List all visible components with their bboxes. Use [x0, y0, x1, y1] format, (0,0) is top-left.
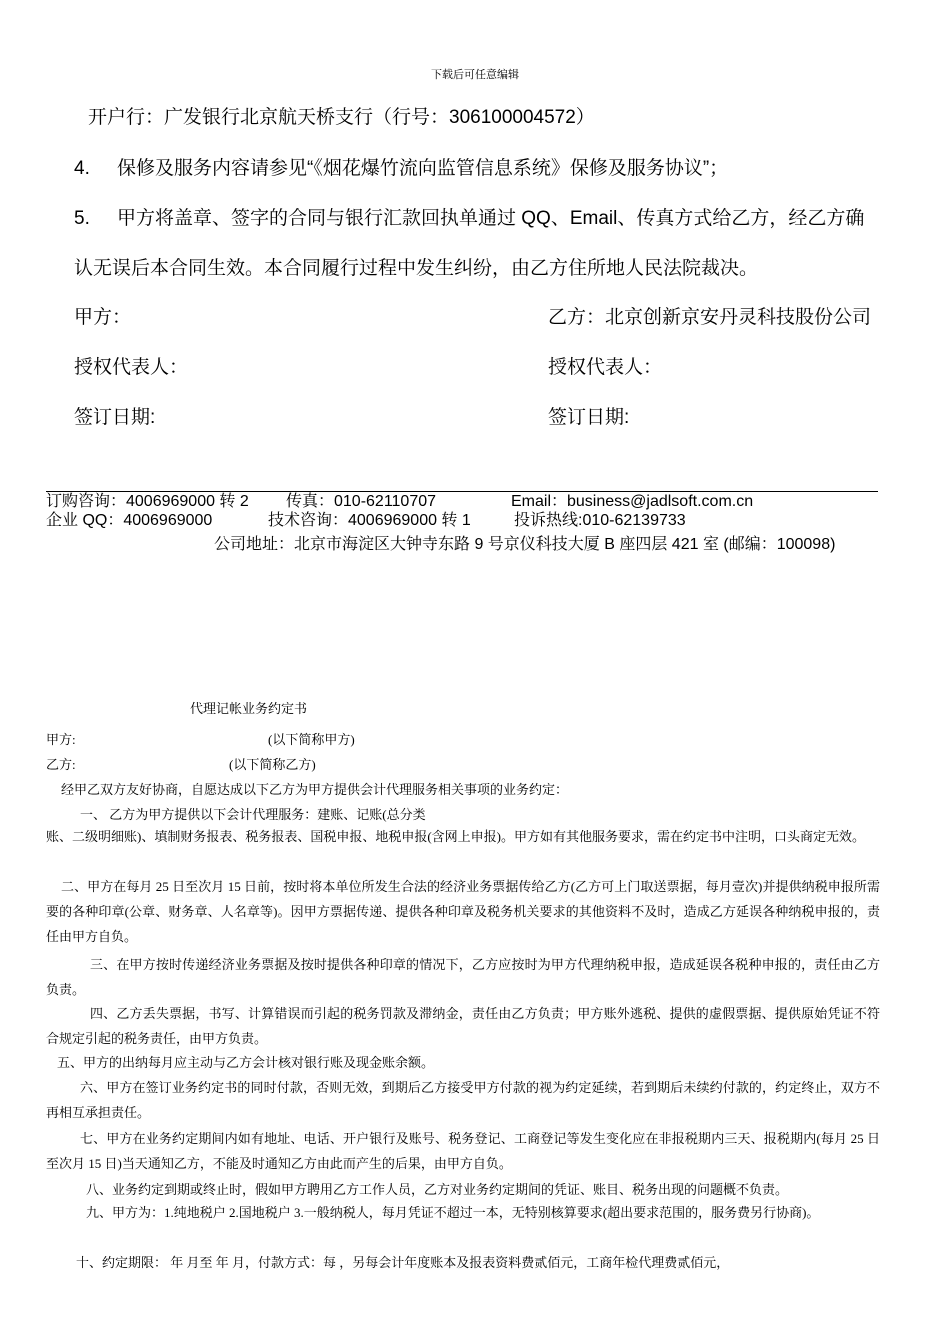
- agreement-party-b-note: (以下简称乙方): [229, 757, 316, 772]
- item-5-number: 5.: [74, 208, 90, 229]
- clause-6: 六、甲方在签订业务约定书的同时付款，否则无效，到期后乙方接受甲方付款的视为约定延续，若到期后未续约付款的，约定终止，双方不再相互承担责任。: [46, 1080, 880, 1120]
- clause-1-first-line: 一、 乙方为甲方提供以下会计代理服务：建账、记账(总分类: [80, 807, 426, 822]
- party-b-representative: 授权代表人：: [548, 357, 663, 378]
- party-b-sign-date: 签订日期:: [548, 407, 630, 428]
- footer-fax: 传真：010-62110707: [286, 493, 437, 510]
- clause-9: 九、甲方为：1.纯地税户 2.国地税户 3.一般纳税人，每月凭证不超过一本，无特别核算要求(超出要求范围的，服务费另行协商)。: [86, 1205, 820, 1220]
- item-4-text: 保修及服务内容请参见“《烟花爆竹流向监管信息系统》保修及服务协议”；: [117, 158, 729, 179]
- agreement-party-a: 甲方:: [46, 732, 76, 747]
- agreement-party-b: 乙方:: [46, 757, 76, 772]
- party-b-label: 乙方：北京创新京安丹灵科技股份公司: [548, 307, 872, 328]
- footer-complaint-hotline: 投诉热线:010-62139733: [514, 512, 686, 529]
- party-a-sign-date: 签订日期:: [74, 407, 156, 428]
- party-a-label: 甲方：: [74, 307, 132, 328]
- clause-2: 二、甲方在每月 25 日至次月 15 日前，按时将本单位所发生合法的经济业务票据传给乙方(乙方可上门取送票据，每月壹次)并提供纳税申报所需要的各种印章(公章、财务章、人名章等)。因甲方票据传递、提供各种印章及税务机关要求的其他资料不及时，造成乙方延误各种纳税申报的，责任由甲方自负。: [46, 879, 880, 944]
- item-5-line-1: 甲方将盖章、签字的合同与银行汇款回执单通过 QQ、Email、传真方式给乙方，经乙方确: [117, 208, 865, 229]
- clause-1-body: 账、二级明细账)、填制财务报表、税务报表、国税申报、地税申报(含网上申报)。甲方如有其他服务要求，需在约定书中注明，口头商定无效。: [46, 829, 865, 844]
- clause-5: 五、甲方的出纳每月应主动与乙方会计核对银行账及现金账余额。: [57, 1055, 435, 1070]
- footer-qq: 企业 QQ：4006969000: [46, 512, 213, 529]
- clause-7: 七、甲方在业务约定期间内如有地址、电话、开户银行及账号、税务登记、工商登记等发生变化应在非报税期内三天、报税期内(每月 25 日至次月 15 日)当天通知乙方，不能及时通知乙方由此而产生的后果，由甲方自负。: [46, 1131, 880, 1171]
- agreement-title: 代理记帐业务约定书: [190, 701, 308, 716]
- clause-10: 十、约定期限： 年 月至 年 月，付款方式：每 ，另每会计年度账本及报表资料费贰佰元，工商年检代理费贰佰元，: [76, 1255, 730, 1270]
- footer-address: 公司地址：北京市海淀区大钟寺东路 9 号京仪科技大厦 B 座四层 421 室 (邮编：100098): [214, 536, 836, 553]
- footer-order-hotline: 订购咨询：4006969000 转 2: [46, 493, 249, 510]
- footer-tech-support: 技术咨询：4006969000 转 1: [268, 512, 471, 529]
- clause-8: 八、业务约定到期或终止时，假如甲方聘用乙方工作人员，乙方对业务约定期间的凭证、账目、税务出现的问题概不负责。: [86, 1182, 789, 1197]
- party-a-representative: 授权代表人：: [74, 357, 189, 378]
- header-note: 下载后可任意编辑: [431, 69, 519, 81]
- clause-3: 三、在甲方按时传递经济业务票据及按时提供各种印章的情况下，乙方应按时为甲方代理纳税申报，造成延误各税种申报的，责任由乙方负责。: [46, 957, 880, 997]
- agreement-party-a-note: (以下简称甲方): [268, 732, 355, 747]
- item-4-number: 4.: [74, 158, 90, 179]
- footer-email: Email：business@jadlsoft.com.cn: [511, 493, 754, 510]
- clause-4: 四、乙方丢失票据，书写、计算错误而引起的税务罚款及滞纳金，责任由乙方负责；甲方账外逃税、提供的虚假票据、提供原始凭证不符合规定引起的税务责任，由甲方负责。: [46, 1006, 880, 1046]
- item-5-line-2: 认无误后本合同生效。本合同履行过程中发生纠纷，由乙方住所地人民法院裁决。: [74, 258, 759, 279]
- bank-line: 开户行：广发银行北京航天桥支行（行号：306100004572）: [88, 107, 595, 128]
- agreement-intro: 经甲乙双方友好协商，自愿达成以下乙方为甲方提供会计代理服务相关事项的业务约定：: [61, 782, 569, 797]
